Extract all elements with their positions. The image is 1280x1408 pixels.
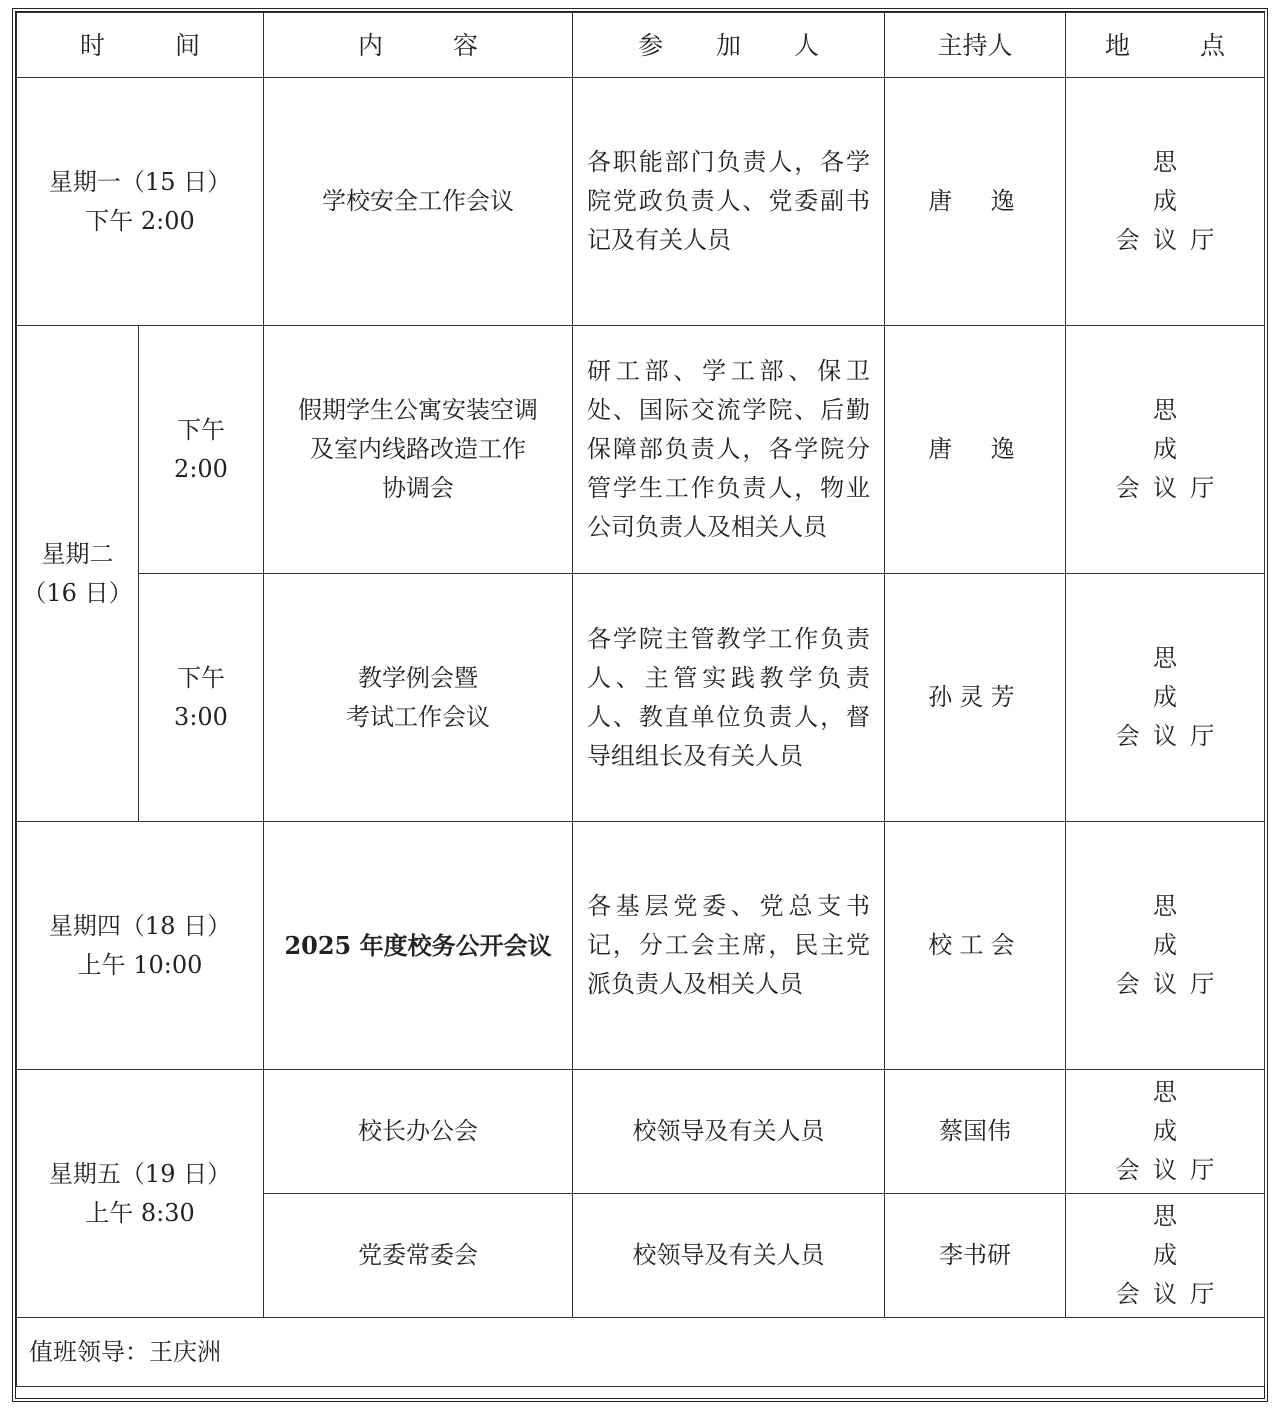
venue-bottom: 会议厅 — [1115, 1156, 1228, 1184]
day-cell — [17, 326, 139, 822]
time-line: 星期四（18 日） — [48, 911, 232, 940]
host-cell: 唐 逸 — [885, 326, 1066, 574]
venue-bottom: 会议厅 — [1115, 722, 1228, 750]
attendees-text: 各基层党委、党总支书记，分工会主席，民主党派负责人及相关人员 — [587, 892, 871, 998]
venue-cell — [1066, 574, 1265, 822]
content-cell — [264, 1070, 573, 1194]
header-time: 时 间 — [17, 13, 264, 78]
sub-time-line: 下午 — [177, 663, 225, 692]
time-line: 上午 8:30 — [85, 1198, 195, 1227]
attendees-cell — [573, 326, 885, 574]
time-line: 上午 10:00 — [77, 950, 203, 979]
content-line: 校长办公会 — [358, 1117, 479, 1145]
content-cell — [264, 574, 573, 822]
sub-time-cell — [139, 326, 264, 574]
attendees-cell — [573, 822, 885, 1070]
venue-top: 思成 — [1153, 1078, 1228, 1145]
time-cell — [17, 78, 264, 326]
venue-top: 思成 — [1153, 892, 1228, 959]
content-line: 考试工作会议 — [346, 702, 491, 731]
content-line: 教学例会暨 — [358, 663, 479, 692]
venue-cell — [1066, 1070, 1265, 1194]
sub-time-line: 3:00 — [174, 702, 228, 731]
content-line: 党委常委会 — [358, 1241, 479, 1269]
attendees-text: 研工部、学工部、保卫处、国际交流学院、后勤保障部负责人，各学院分管学生工作负责人，物业公司负责人及相关人员 — [587, 357, 871, 541]
venue-bottom: 会议厅 — [1115, 226, 1228, 254]
venue-top: 思成 — [1153, 396, 1228, 463]
content-cell — [264, 822, 573, 1070]
venue-cell — [1066, 822, 1265, 1070]
day-line: 星期二 — [41, 539, 114, 568]
venue-cell — [1066, 1194, 1265, 1318]
content-cell — [264, 326, 573, 574]
table-row — [17, 78, 1265, 326]
content-cell — [264, 78, 573, 326]
venue-top: 思成 — [1153, 1202, 1228, 1269]
content-line: 协调会 — [382, 474, 455, 502]
host-cell: 校工会 — [885, 822, 1066, 1070]
time-line: 下午 2:00 — [85, 206, 195, 235]
time-cell — [17, 1070, 264, 1318]
attendees-text: 各学院主管教学工作负责人、主管实践教学负责人、教直单位负责人，督导组组长及有关人员 — [587, 624, 871, 770]
content-cell — [264, 1194, 573, 1318]
header-host: 主持人 — [885, 13, 1066, 78]
header-content: 内 容 — [264, 13, 573, 78]
host-cell: 孙灵芳 — [885, 574, 1066, 822]
venue-cell — [1066, 78, 1265, 326]
venue-bottom: 会议厅 — [1115, 1280, 1228, 1308]
sub-time-line: 下午 — [177, 415, 225, 444]
day-line: （16 日） — [22, 578, 133, 607]
venue-top: 思成 — [1153, 148, 1228, 215]
attendees-cell — [573, 574, 885, 822]
time-cell — [17, 822, 264, 1070]
content-line: 假期学生公寓安装空调 — [298, 396, 539, 424]
attendees-cell — [573, 78, 885, 326]
header-venue: 地 点 — [1066, 13, 1265, 78]
header-attendees: 参 加 人 — [573, 13, 885, 78]
table-row — [17, 326, 1265, 574]
table-row — [17, 574, 1265, 822]
table-row — [17, 1070, 1265, 1194]
time-line: 星期五（19 日） — [48, 1159, 232, 1188]
host-cell: 蔡国伟 — [885, 1070, 1066, 1194]
sub-time-line: 2:00 — [174, 454, 228, 483]
content-line: 2025 年度校务公开会议 — [284, 931, 552, 960]
attendees-cell: 校领导及有关人员 — [573, 1194, 885, 1318]
duty-leader: 值班领导：王庆洲 — [17, 1318, 1265, 1387]
content-line: 及室内线路改造工作 — [310, 435, 527, 463]
meeting-schedule-table — [16, 12, 1265, 1387]
venue-top: 思成 — [1153, 644, 1228, 711]
venue-cell — [1066, 326, 1265, 574]
content-line: 学校安全工作会议 — [322, 187, 515, 215]
table-row — [17, 822, 1265, 1070]
host-cell: 唐 逸 — [885, 78, 1066, 326]
venue-bottom: 会议厅 — [1115, 970, 1228, 998]
sub-time-cell — [139, 574, 264, 822]
venue-bottom: 会议厅 — [1115, 474, 1228, 502]
attendees-cell: 校领导及有关人员 — [573, 1070, 885, 1194]
host-cell: 李书研 — [885, 1194, 1066, 1318]
header-row — [17, 13, 1265, 78]
footer-row — [17, 1318, 1265, 1387]
attendees-text: 各职能部门负责人，各学院党政负责人、党委副书记及有关人员 — [587, 148, 871, 254]
time-line: 星期一（15 日） — [48, 167, 232, 196]
